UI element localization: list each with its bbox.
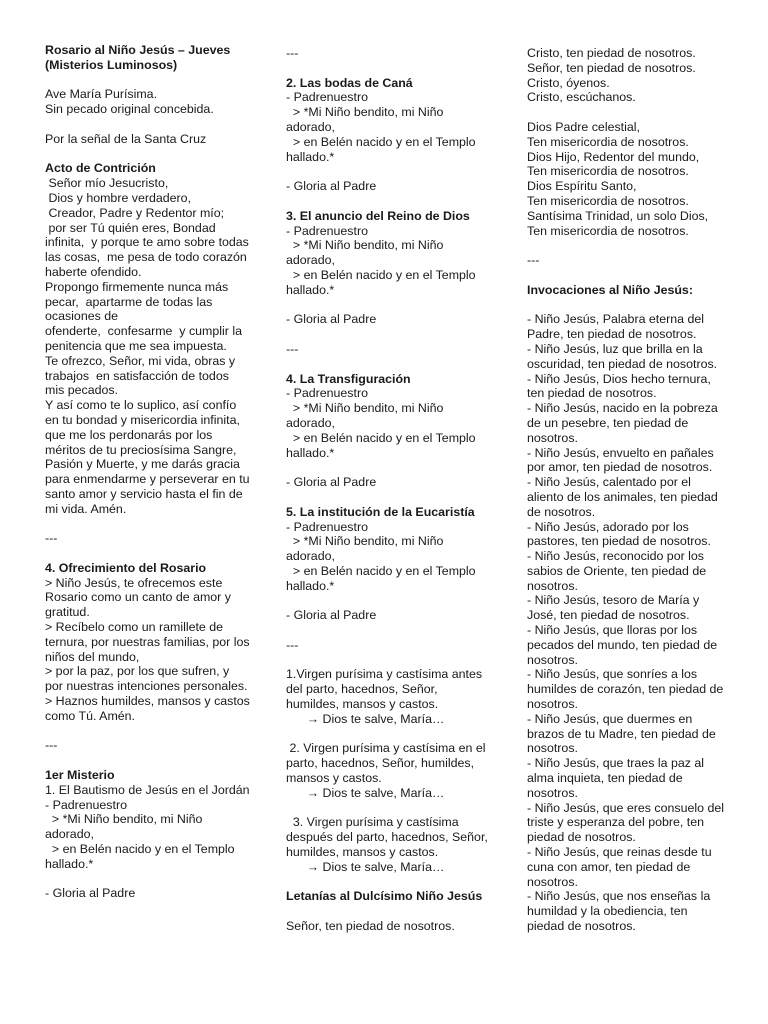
text-line: - Padrenuestro xyxy=(286,386,368,401)
section-heading: Acto de Contrición xyxy=(45,161,156,176)
text-line: Y así como te lo suplico, así confío en tu bondad y misericordia infinita, que me los perdonarás por los méritos de tu preciosísima Sangre, Pasión y Muerte, y me darás gracia para enmendarme y perseverar en tu santo amor y servicio hasta el fin de mi vida. Amén. xyxy=(45,398,254,516)
text-line: - Niño Jesús, envuelto en pañales por amor, ten piedad de nosotros. xyxy=(527,445,718,475)
text-line: > por la paz, por los que sufren, y por nuestras intenciones personales. xyxy=(45,664,248,694)
blank-line xyxy=(286,490,491,505)
text-line: --- xyxy=(286,46,299,60)
blank-line xyxy=(45,117,250,132)
text-line: > en Belén nacido y en el Templo hallado.* xyxy=(286,267,480,297)
text-line: - Niño Jesús, que traes la paz al alma inquieta, ten piedad de nosotros. xyxy=(527,756,708,800)
text-line: > en Belén nacido y en el Templo hallado.* xyxy=(45,842,239,871)
text-line: → Dios te salve, María… xyxy=(286,711,445,726)
text-line: 1. El Bautismo de Jesús en el Jordán xyxy=(45,782,250,797)
text-line: - Gloria al Padre xyxy=(286,608,377,623)
text-line: Dios Espíritu Santo, xyxy=(527,179,637,194)
text-line: - Niño Jesús, Palabra eterna del Padre, ten piedad de nosotros. xyxy=(527,312,708,342)
blank-line xyxy=(286,653,491,668)
section-heading: Invocaciones al Niño Jesús: xyxy=(527,282,693,297)
blank-line xyxy=(527,238,727,253)
blank-line xyxy=(286,61,491,76)
blank-line xyxy=(45,724,250,739)
text-line: Dios y hombre verdadero, xyxy=(45,190,192,205)
blank-line xyxy=(286,623,491,638)
text-line: Ten misericordia de nosotros. xyxy=(527,164,689,179)
text-line: Señor mío Jesucristo, xyxy=(45,176,169,191)
text-line: > en Belén nacido y en el Templo hallado.* xyxy=(286,134,480,164)
blank-line xyxy=(286,801,491,816)
text-line: - Niño Jesús, Dios hecho ternura, ten piedad de nosotros. xyxy=(527,371,715,401)
text-line: - Niño Jesús, que lloras por los pecados del mundo, ten piedad de nosotros. xyxy=(527,623,721,667)
blank-line xyxy=(45,147,250,162)
text-line: - Gloria al Padre xyxy=(45,886,136,901)
text-line: Ave María Purísima. xyxy=(45,87,158,102)
text-line: - Niño Jesús, que nos enseñas la humildad y la obediencia, ten piedad de nosotros. xyxy=(527,889,714,934)
text-line: → Dios te salve, María… xyxy=(286,785,445,800)
text-line: - Padrenuestro xyxy=(286,223,368,238)
text-line: Sin pecado original concebida. xyxy=(45,102,214,117)
text-line: > *Mi Niño bendito, mi Niño adorado, xyxy=(286,238,447,268)
blank-line xyxy=(286,327,491,342)
text-line: Creador, Padre y Redentor mío; xyxy=(45,205,225,220)
blank-line xyxy=(527,298,727,313)
text-line: - Niño Jesús, que sonríes a los humildes de corazón, ten piedad de nosotros. xyxy=(527,667,727,712)
blank-line xyxy=(45,872,250,887)
text-line: - Gloria al Padre xyxy=(286,179,377,194)
blank-line xyxy=(286,194,491,209)
text-line: - Padrenuestro xyxy=(45,797,127,812)
text-line: - Niño Jesús, calentado por el aliento de los animales, ten piedad de nosotros. xyxy=(527,475,722,519)
text-line: - Padrenuestro xyxy=(286,519,368,534)
text-line: por ser Tú quién eres, Bondad infinita, y porque te amo sobre todas las cosas, me pesa de todo corazón haberte ofendido. xyxy=(45,220,253,279)
text-line: Ten misericordia de nosotros. xyxy=(527,223,689,238)
blank-line xyxy=(286,298,491,313)
blank-line xyxy=(527,268,727,283)
text-line: 3. Virgen purísima y castísima después del parto, hacednos, Señor, humildes, mansos y castos. xyxy=(286,815,492,860)
text-line: - Niño Jesús, tesoro de María y José, ten piedad de nosotros. xyxy=(527,593,703,623)
text-line: --- xyxy=(527,253,540,268)
text-line: - Niño Jesús, que duermes en brazos de tu Madre, ten piedad de nosotros. xyxy=(527,711,720,756)
blank-line xyxy=(45,517,250,532)
blank-line xyxy=(286,904,491,919)
text-line: > *Mi Niño bendito, mi Niño adorado, xyxy=(286,401,447,430)
blank-line xyxy=(286,164,491,179)
text-line: Dios Padre celestial, xyxy=(527,119,640,134)
text-line: - Niño Jesús, luz que brilla en la oscuridad, ten piedad de nosotros. xyxy=(527,341,718,371)
text-line: --- xyxy=(45,531,58,546)
section-heading: 4. Ofrecimiento del Rosario xyxy=(45,560,207,575)
text-line: Dios Hijo, Redentor del mundo, xyxy=(527,149,700,164)
section-heading: 1er Misterio xyxy=(45,768,115,783)
text-line: - Niño Jesús, adorado por los pastores, ten piedad de nosotros. xyxy=(527,519,711,549)
text-line: Propongo firmemente nunca más pecar, apartarme de todas las ocasiones de xyxy=(45,279,232,324)
blank-line xyxy=(286,460,491,475)
text-line: --- xyxy=(286,637,299,652)
text-line: > en Belén nacido y en el Templo hallado.* xyxy=(286,563,480,593)
blank-line xyxy=(45,73,250,88)
text-line: Señor, ten piedad de nosotros. xyxy=(527,60,696,75)
text-line: --- xyxy=(45,738,58,753)
text-line: Cristo, escúchanos. xyxy=(527,90,636,105)
section-heading: Rosario al Niño Jesús – Jueves (Misterios Luminosos) xyxy=(45,43,234,72)
text-line: Cristo, óyenos. xyxy=(527,75,610,90)
text-line: - Niño Jesús, que reinas desde tu cuna con amor, ten piedad de nosotros. xyxy=(527,845,716,889)
text-line: - Gloria al Padre xyxy=(286,475,377,490)
text-line: Ten misericordia de nosotros. xyxy=(527,193,689,208)
section-heading: 4. La Transfiguración xyxy=(286,371,411,386)
text-line: 1.Virgen purísima y castísima antes del parto, hacednos, Señor, humildes, mansos y castos. xyxy=(286,667,486,712)
text-line: > Niño Jesús, te ofrecemos este Rosario como un canto de amor y gratitud. xyxy=(45,575,235,620)
text-line: > *Mi Niño bendito, mi Niño adorado, xyxy=(286,534,447,564)
blank-line xyxy=(286,727,491,742)
blank-line xyxy=(286,875,491,890)
section-heading: 3. El anuncio del Reino de Dios xyxy=(286,208,470,223)
text-line: Cristo, ten piedad de nosotros. xyxy=(527,46,696,60)
text-line: > Recíbelo como un ramillete de ternura, por nuestras familias, por los niños del mundo, xyxy=(45,620,253,664)
text-line: - Niño Jesús, reconocido por los sabios de Oriente, ten piedad de nosotros. xyxy=(527,549,710,593)
section-heading: 2. Las bodas de Caná xyxy=(286,75,413,90)
text-line: → Dios te salve, María… xyxy=(286,859,445,874)
text-line: > Haznos humildes, mansos y castos como Tú. Amén. xyxy=(45,694,254,723)
text-line: - Padrenuestro xyxy=(286,90,368,105)
text-line: Te ofrezco, Señor, mi vida, obras y trabajos en satisfacción de todos mis pecados. xyxy=(45,353,239,398)
text-line: Ten misericordia de nosotros. xyxy=(527,134,689,149)
blank-line xyxy=(45,753,250,768)
blank-line xyxy=(286,357,491,372)
text-line: 2. Virgen purísima y castísima en el parto, hacednos, Señor, humildes, mansos y castos. xyxy=(286,741,489,786)
column-middle xyxy=(286,46,491,934)
text-line: - Niño Jesús, que eres consuelo del triste y esperanza del pobre, ten piedad de nosotros. xyxy=(527,800,728,845)
column-right xyxy=(527,46,727,934)
text-line: ofenderte, confesarme y cumplir la penitencia que me sea impuesta. xyxy=(45,324,246,353)
text-line: Por la señal de la Santa Cruz xyxy=(45,131,207,146)
text-line: Señor, ten piedad de nosotros. xyxy=(286,919,455,934)
blank-line xyxy=(286,593,491,608)
text-line: - Gloria al Padre xyxy=(286,312,377,327)
section-heading: 5. La institución de la Eucaristía xyxy=(286,504,475,519)
text-line: --- xyxy=(286,341,299,356)
blank-line xyxy=(45,546,250,561)
text-line: > *Mi Niño bendito, mi Niño adorado, xyxy=(45,812,206,842)
blank-line xyxy=(527,105,727,120)
text-line: - Niño Jesús, nacido en la pobreza de un pesebre, ten piedad de nosotros. xyxy=(527,401,722,445)
text-line: > en Belén nacido y en el Templo hallado.* xyxy=(286,430,480,460)
column-left xyxy=(45,43,254,901)
text-line: Santísima Trinidad, un solo Dios, xyxy=(527,208,709,223)
text-line: > *Mi Niño bendito, mi Niño adorado, xyxy=(286,105,447,134)
section-heading: Letanías al Dulcísimo Niño Jesús xyxy=(286,889,483,904)
